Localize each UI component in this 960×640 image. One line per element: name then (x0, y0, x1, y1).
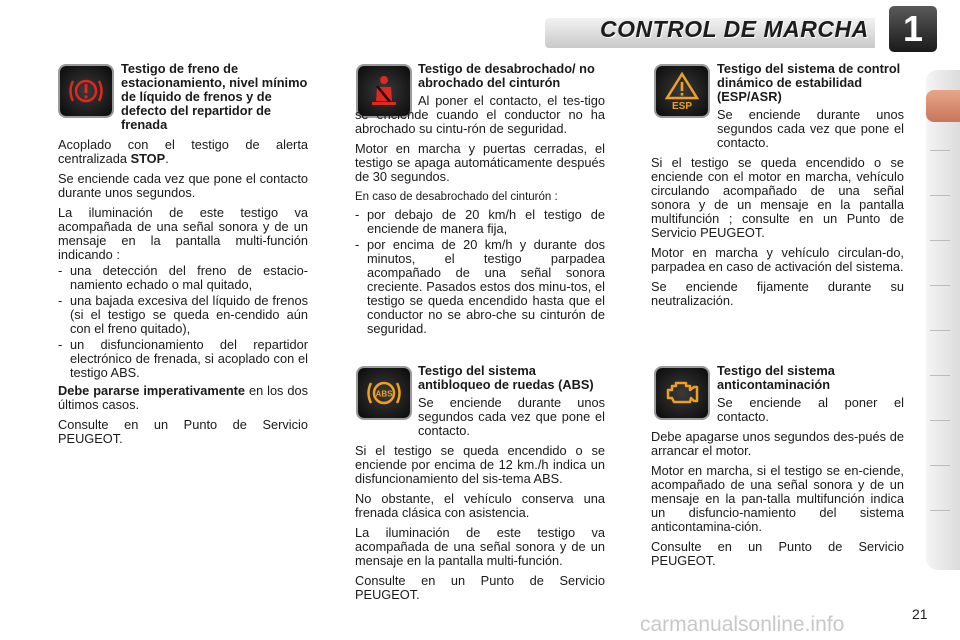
paragraph: La iluminación de este testigo va acompañada de una señal sonora y de un mensaje en la pantalla multi-función. (355, 525, 605, 568)
paragraph: No obstante, el vehículo conserva una frenada clásica con asistencia. (355, 491, 605, 520)
paragraph: Debe apagarse unos segundos des-pués de arrancar el motor. (651, 429, 904, 458)
text: en los dos últimos casos. (58, 383, 308, 412)
paragraph: Consulte en un Punto de Servicio PEUGEOT. (58, 417, 308, 446)
list (58, 264, 308, 380)
esp-icon-label: ESP (671, 101, 693, 111)
section-abs-warning (355, 364, 605, 608)
list-item: - una bajada excesiva del líquido de frenos (si el testigo se queda en-cendido aún con el freno quitado), (58, 294, 308, 336)
paragraph: Si el testigo se queda encendido o se enciende con el motor en marcha, vehículo circulando acompañado de una señal sonora y de un mensaje en la pantalla multifunción ; consulte en un Punto de Servicio PEUGEOT. (651, 155, 904, 240)
rail-tick (930, 465, 950, 466)
paragraph: Motor en marcha, si el testigo se en-ciende, acompañado de una señal sonora y de un mensaje en la pan-talla multifunción indica un disfuncio-namiento del sistema anticontamina-ción. (651, 463, 904, 534)
abs-icon-label: ABS (375, 389, 393, 399)
chapter-rail (926, 70, 960, 570)
paragraph: Se enciende al poner el contacto. (717, 395, 904, 424)
text: Acoplado con el testigo de alerta centralizada (58, 137, 308, 166)
rail-tick (930, 330, 950, 331)
list-item: - por encima de 20 km/h y durante dos minutos, el testigo parpadea acompañado de una señal sonora creciente. Pasados estos dos minu-tos, el testigo se queda encendido hasta que el conductor no se abro-che su cinturón de seguridad. (355, 238, 605, 336)
paragraph: Se enciende durante unos segundos cada vez que pone el contacto. (418, 395, 605, 438)
section-title: Testigo del sistema de control dinámico de estabilidad (ESP/ASR) (717, 61, 901, 104)
rail-tick (930, 420, 950, 421)
rail-tick (930, 150, 950, 151)
paragraph: Si el testigo se queda encendido o se enciende por encima de 12 km./h indica un disfuncionamiento del sis-tema ABS. (355, 443, 605, 486)
list (355, 208, 605, 336)
paragraph: Motor en marcha y puertas cerradas, el testigo se apaga automáticamente después de 30 segundos. (355, 141, 605, 184)
chapter-number: 1 (889, 6, 937, 52)
rail-tick (930, 375, 950, 376)
section-seatbelt-warning (355, 62, 605, 340)
paragraph: Al poner el contacto, el tes-tigo se enciende cuando el conductor no ha abrochado su cintu-rón de seguridad. (355, 93, 605, 136)
stop-label: STOP (130, 151, 166, 166)
paragraph: Se enciende durante unos segundos cada vez que pone el contacto. (717, 107, 904, 150)
list-item: - una detección del freno de estacio-namiento echado o mal quitado, (58, 264, 308, 292)
section-title: Testigo del sistema anticontaminación (717, 363, 835, 392)
section-esp-warning (651, 62, 904, 314)
paragraph (58, 138, 308, 166)
rail-tick (930, 240, 950, 241)
rail-tick (930, 195, 950, 196)
section-title: Testigo de freno de estacionamiento, nivel mínimo de líquido de frenos y de defecto del repartidor de frenada (121, 61, 308, 132)
section-brake-warning (58, 62, 308, 452)
text: . (165, 151, 169, 166)
chapter-tab-active[interactable] (926, 90, 960, 122)
section-title: Testigo de desabrochado/ no abrochado del cinturón (418, 61, 595, 90)
section-engine-warning (651, 364, 904, 574)
list-item: - un disfuncionamiento del repartidor electrónico de frenada, si acoplado con el testigo ABS. (58, 338, 308, 380)
section-title: Testigo del sistema antibloqueo de ruedas (ABS) (418, 363, 594, 392)
rail-tick (930, 285, 950, 286)
bold-text: Debe pararse imperativamente (58, 383, 246, 398)
paragraph: La iluminación de este testigo va acompañada de una señal sonora y de un mensaje en la pantalla multi-función indicando : (58, 205, 308, 262)
watermark: carmanualsonline.info (640, 613, 845, 636)
rail-tick (930, 510, 950, 511)
paragraph: Consulte en un Punto de Servicio PEUGEOT. (355, 573, 605, 602)
list-item: - por debajo de 20 km/h el testigo de enciende de manera fija, (355, 208, 605, 236)
paragraph-label: En caso de desabrochado del cinturón : (355, 191, 558, 203)
paragraph: Se enciende cada vez que pone el contacto durante unos segundos. (58, 171, 308, 200)
paragraph: Consulte en un Punto de Servicio PEUGEOT. (651, 539, 904, 568)
paragraph (58, 384, 308, 412)
paragraph: Motor en marcha y vehículo circulan-do, parpadea en caso de activación del sistema. (651, 245, 904, 274)
page-title: CONTROL DE MARCHA (600, 16, 869, 42)
page-number: 21 (912, 606, 928, 622)
paragraph: Se enciende fijamente durante su neutralización. (651, 279, 904, 308)
